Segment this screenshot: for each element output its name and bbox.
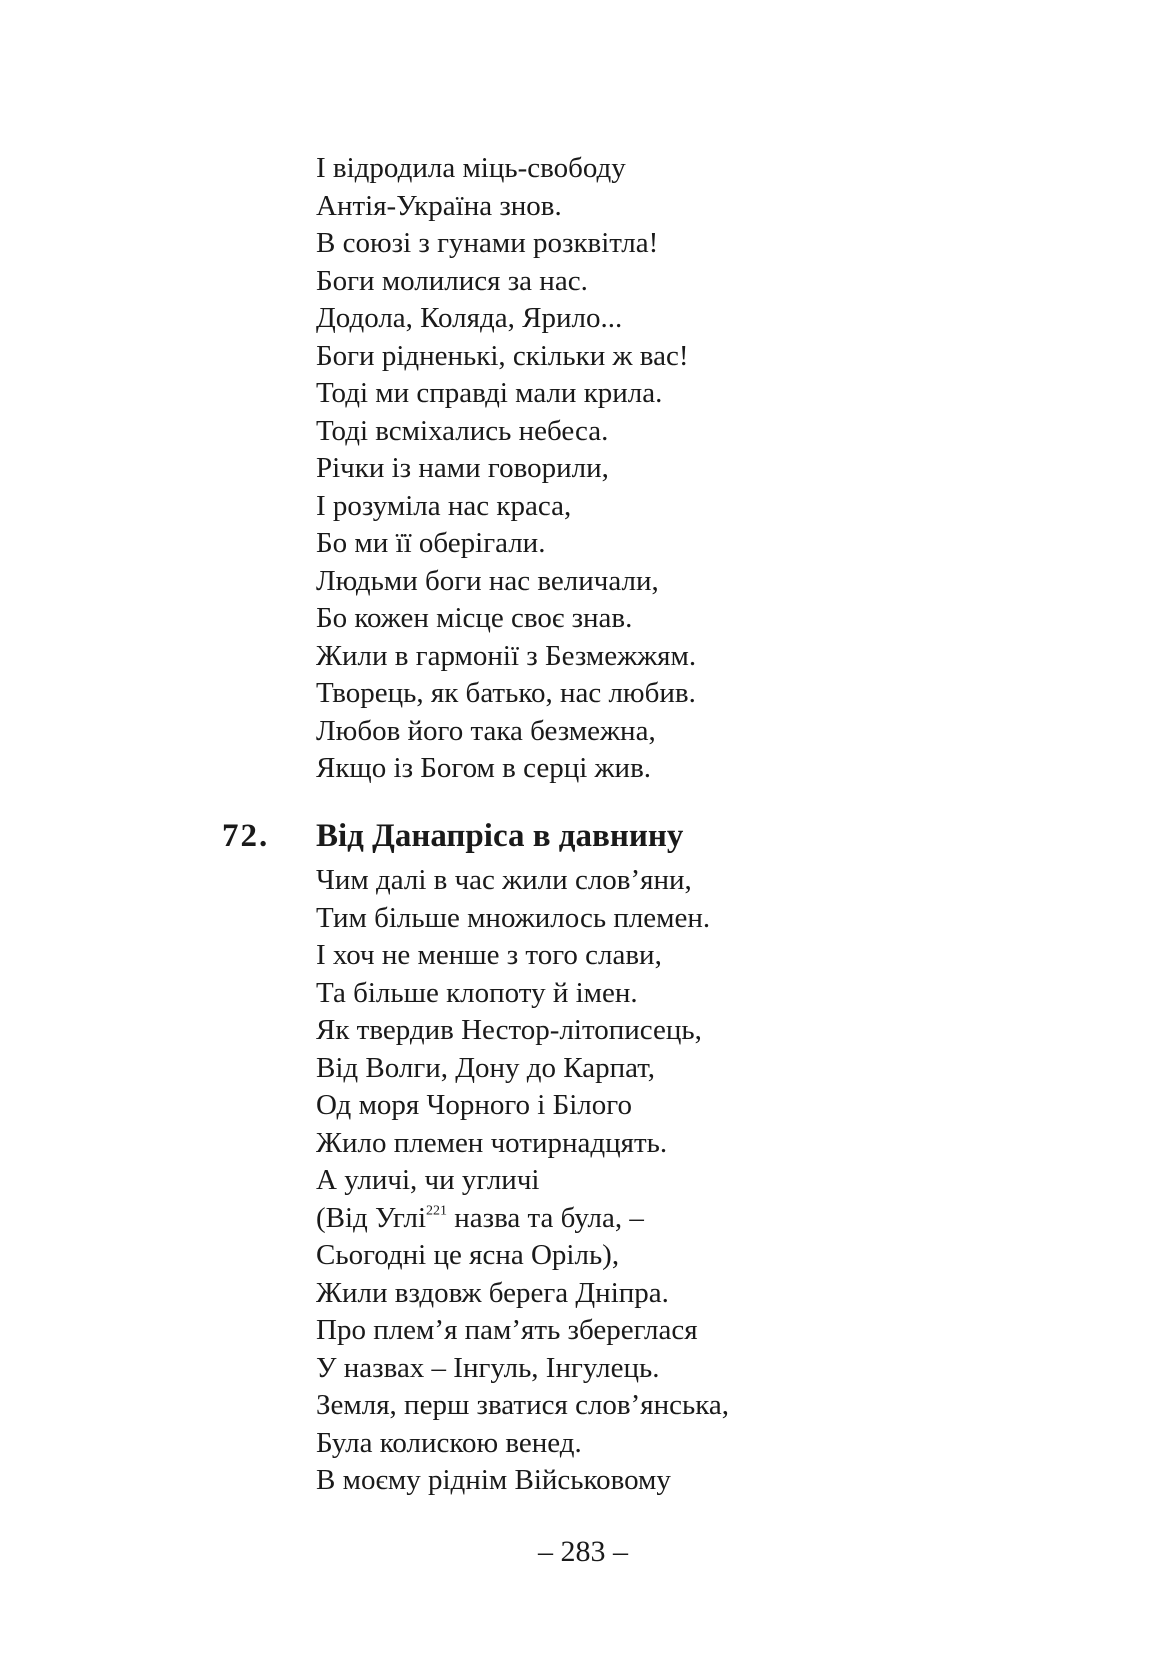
poem-line: У назвах – Інгуль, Інгулець.	[316, 1351, 660, 1384]
poem-line: Боги молилися за нас.	[316, 264, 588, 297]
section-title: Від Данапріса в давнину	[316, 818, 684, 854]
poem-line: І відродила міць-свободу	[316, 152, 626, 184]
poem-line: Людьми боги нас величали,	[316, 564, 659, 597]
poem-stanza	[316, 150, 696, 788]
poem-line: Річки із нами говорили,	[316, 452, 609, 484]
poem-line: Бо ми її оберігали.	[316, 527, 546, 559]
poem-line: Бо кожен місце своє знав.	[316, 602, 633, 634]
poem-line: А уличі, чи угличі	[316, 1164, 540, 1196]
poem-line: Та більше клопоту й імен.	[316, 976, 638, 1009]
poem-line: І розуміла нас краса,	[316, 489, 572, 522]
poem-line: Од моря Чорного і Білого	[316, 1089, 632, 1121]
poem-line-with-footnote	[316, 1200, 729, 1238]
poem-line: Тоді всміхались небеса.	[316, 414, 609, 447]
poem-line: Була колискою венед.	[316, 1426, 582, 1459]
poem-stanza	[316, 862, 729, 1500]
poem-line: І хоч не менше з того слави,	[316, 939, 662, 971]
poem-line: Тим більше множилось племен.	[316, 901, 711, 934]
poem-line: Жило племен чотирнадцять.	[316, 1126, 668, 1159]
footnote-reference: 221	[426, 1202, 447, 1218]
poem-line: Про плем’я пам’ять збереглася	[316, 1314, 698, 1346]
section-number: 72.	[222, 818, 270, 854]
poem-line: Чим далі в час жили слов’яни,	[316, 864, 692, 896]
poem-line: Додола, Коляда, Ярило...	[316, 302, 623, 334]
poem-line: Жили в гармонії з Безмежжям.	[316, 639, 697, 672]
poem-line: Як твердив Нестор-літописець,	[316, 1014, 702, 1046]
poem-line: Антія-Україна знов.	[316, 189, 562, 222]
poem-line: Земля, перш зватися слов’янська,	[316, 1389, 729, 1421]
footnote-line-before: (Від Углі	[316, 1201, 426, 1234]
poem-line: В моєму ріднім Військовому	[316, 1464, 671, 1496]
poem-line: В союзі з гунами розквітла!	[316, 227, 659, 259]
footnote-line-after: назва та була, –	[447, 1201, 644, 1234]
page-number: – 283 –	[538, 1535, 628, 1568]
poem-line: Боги рідненькі, скільки ж вас!	[316, 339, 689, 372]
poem-line: Від Волги, Дону до Карпат,	[316, 1051, 656, 1084]
poem-line: Жили вздовж берега Дніпра.	[316, 1276, 669, 1309]
poem-line: Якщо із Богом в серці жив.	[316, 752, 652, 784]
poem-line: Тоді ми справді мали крила.	[316, 377, 663, 409]
poem-line: Творець, як батько, нас любив.	[316, 677, 696, 709]
poem-line: Любов його така безмежна,	[316, 714, 656, 747]
poem-line: Сьогодні це ясна Оріль),	[316, 1239, 620, 1271]
